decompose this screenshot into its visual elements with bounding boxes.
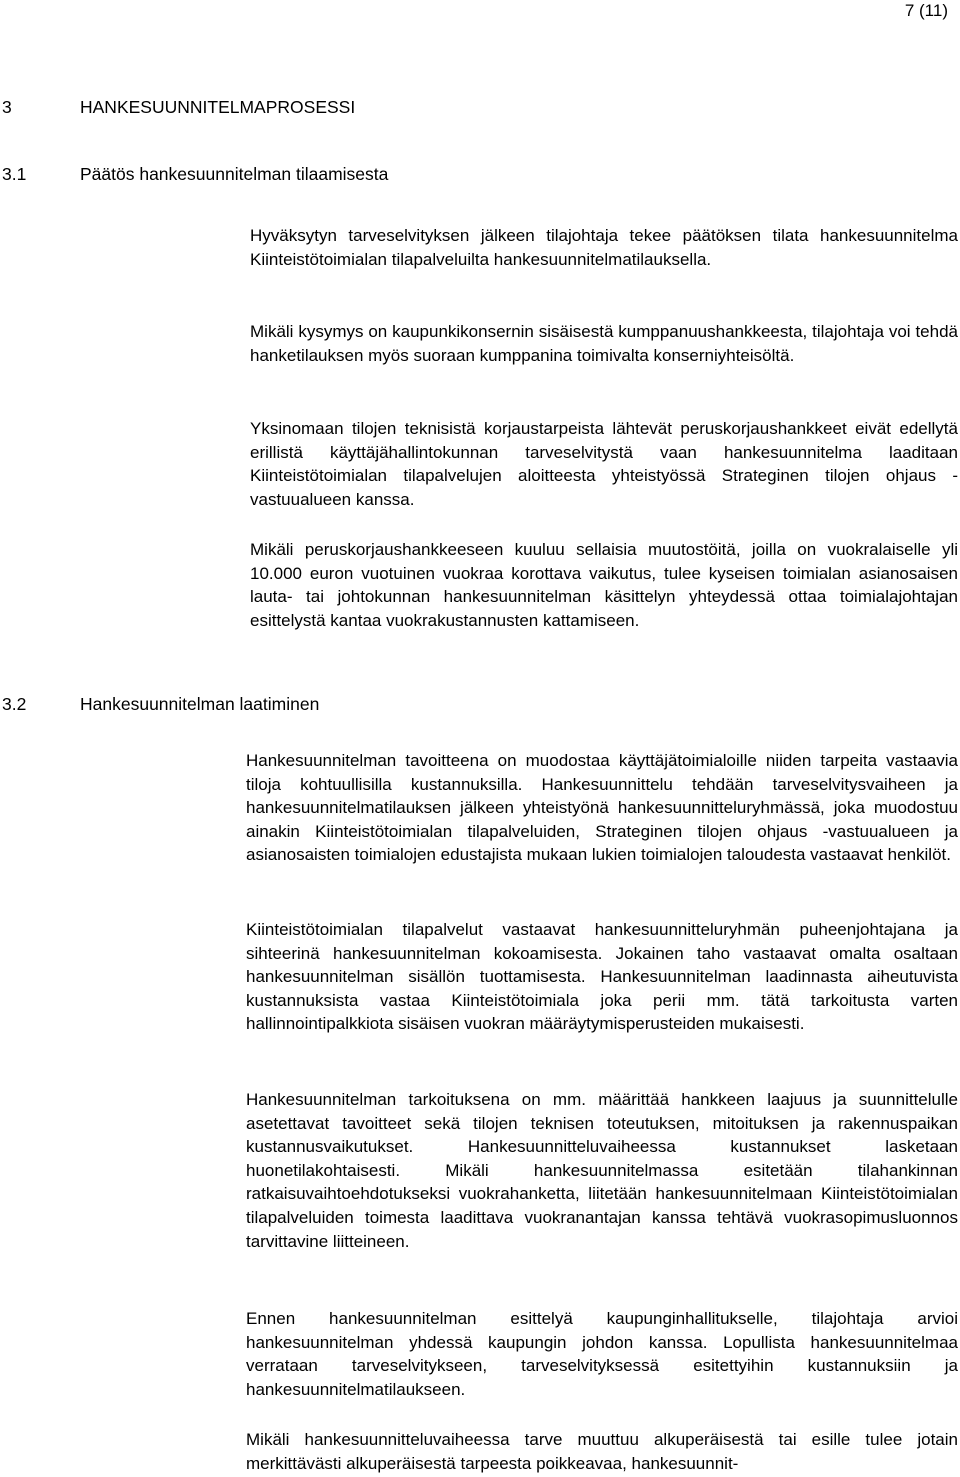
- paragraph: Mikäli kysymys on kaupunkikonsernin sisäisestä kumppanuushankkeesta, tilajohtaja voi tehdä hanketilauksen myös suoraan kumppanina toimivalta konserniyhteisöltä.: [250, 322, 958, 365]
- paragraph: Hankesuunnitelman tavoitteena on muodostaa käyttäjätoimialoille niiden tarpeita vastaavia tiloja kohtuullisilla kustannuksilla. Hankesuunnittelu tehdään tarveselvitysvaiheen ja hankesuunnitelmatilauksen jälkeen yhteistyönä hankesuunnitteluryhmässä, joka muodostuu ainakin Kiinteistötoimialan tilapalveluiden, Strateginen tilojen ohjaus -vastuualueen ja asianosaisten toimialojen edustajista mukaan lukien toimialojen taloudesta vastaavat henkilöt.: [246, 751, 958, 865]
- paragraph: Hyväksytyn tarveselvityksen jälkeen tilajohtaja tekee päätöksen tilata hankesuunnitelma Kiinteistötoimialan tilapalveluilta hankesuunnitelmatilauksella.: [250, 226, 958, 269]
- section-3-1-title: Päätös hankesuunnitelman tilaamisesta: [80, 164, 389, 184]
- section-3-1-heading: [2, 162, 388, 186]
- paragraph: Hankesuunnitelman tarkoituksena on mm. määrittää hankkeen laajuus ja suunnittelulle asetettavat tavoitteet sekä tilojen teknisen toteutuksen, mitoituksen ja rakennuspaikan kustannusvaikutukset. Hankesuunnitteluvaiheessa kustannukset lasketaan huonetilakohtaisesti. Mikäli hankesuunnitelmassa esitetään tilahankinnan ratkaisuvaihtoehdotukseksi vuokrahanketta, liitetään hankesuunnitelmaan Kiinteistötoimialan tilapalveluiden toimesta laadittava vuokranantajan kanssa tehtävä vuokrasopimusluonnos tarvittavine liitteineen.: [246, 1090, 958, 1251]
- section-3-title: HANKESUUNNITELMAPROSESSI: [80, 97, 356, 117]
- section-3-1-number: 3.1: [2, 164, 27, 184]
- section-3-number: 3: [2, 97, 12, 117]
- paragraph: Mikäli peruskorjaushankkeeseen kuuluu sellaisia muutostöitä, joilla on vuokralaiselle yli 10.000 euron vuotuinen vuokraa korottava vaikutus, tulee kyseisen toimialan asianosaisen lauta- tai johtokunnan hankesuunnitelman käsittelyn yhteydessä ottaa toimialajohtajan esittelystä kantaa vuokrakustannusten kattamiseen.: [250, 540, 958, 630]
- section-3-2-heading: [2, 692, 319, 716]
- paragraph: Mikäli hankesuunnitteluvaiheessa tarve muuttuu alkuperäisestä tai esille tulee jotain merkittävästi alkuperäisestä tarpeesta poikkeavaa, hankesuunnit-: [246, 1430, 958, 1473]
- section-3-heading: [2, 95, 355, 119]
- section-3-2-title: Hankesuunnitelman laatiminen: [80, 694, 320, 714]
- paragraph: Kiinteistötoimialan tilapalvelut vastaavat hankesuunnitteluryhmän puheenjohtajana ja sihteerinä hankesuunnitelman kokoamisesta. Jokainen taho vastaavat omalta osaltaan hankesuunnitelman sisällön tuottamisesta. Hankesuunnitelman laadinnasta aiheutuvista kustannuksista vastaa Kiinteistötoimiala joka perii mm. tätä tarkoitusta varten hallinnointipalkkiota sisäisen vuokran määräytymisperusteiden mukaisesti.: [246, 920, 958, 1034]
- section-3-2-number: 3.2: [2, 694, 27, 714]
- paragraph: Ennen hankesuunnitelman esittelyä kaupunginhallitukselle, tilajohtaja arvioi hankesuunnitelman yhdessä kaupungin johdon kanssa. Lopullista hankesuunnitelmaa verrataan tarveselvitykseen, tarveselvityksessä esitettyihin kustannuksiin ja hankesuunnitelmatilaukseen.: [246, 1309, 958, 1399]
- page-number: 7 (11): [904, 1, 948, 20]
- paragraph: Yksinomaan tilojen teknisistä korjaustarpeista lähtevät peruskorjaushankkeet eivät edellytä erillistä käyttäjähallintokunnan tarveselvitystä vaan hankesuunnitelma laaditaan Kiinteistötoimialan tilapalvelujen aloitteesta yhteistyössä Strateginen tilojen ohjaus -vastuualueen kanssa.: [250, 419, 958, 509]
